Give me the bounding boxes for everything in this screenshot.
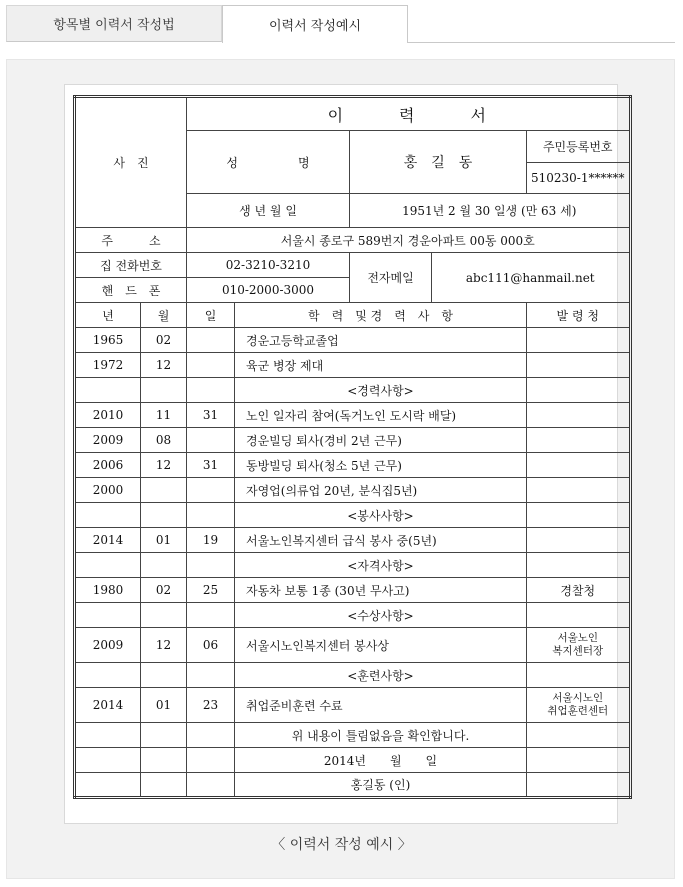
history-row	[75, 628, 631, 663]
history-month	[141, 378, 187, 403]
history-year	[75, 503, 141, 528]
history-month	[141, 748, 187, 773]
history-issuer	[527, 723, 631, 748]
name-label: 성 명	[187, 131, 350, 194]
history-day: 23	[187, 688, 235, 723]
col-month-header: 월	[141, 303, 187, 328]
history-text: 경운고등학교졸업	[235, 328, 527, 353]
history-row	[75, 428, 631, 453]
col-history-header: 학 력 및 경 력 사 항	[235, 303, 527, 328]
history-text: 위 내용이 틀림없음을 확인합니다.	[235, 723, 527, 748]
history-issuer: 경찰청	[527, 578, 631, 603]
mobile-value: 010-2000-3000	[187, 278, 350, 303]
history-month: 02	[141, 328, 187, 353]
history-issuer	[527, 328, 631, 353]
history-row	[75, 478, 631, 503]
history-year: 2014	[75, 688, 141, 723]
birth-label: 생 년 월 일	[187, 194, 350, 228]
col-year-header: 년	[75, 303, 141, 328]
history-text: 동방빌딩 퇴사(청소 5년 근무)	[235, 453, 527, 478]
history-day	[187, 428, 235, 453]
history-row	[75, 723, 631, 748]
history-day	[187, 723, 235, 748]
history-year: 2014	[75, 528, 141, 553]
home-phone-label: 집 전화번호	[75, 253, 187, 278]
col-day-header: 일	[187, 303, 235, 328]
history-year: 2006	[75, 453, 141, 478]
history-month	[141, 553, 187, 578]
history-month: 08	[141, 428, 187, 453]
history-issuer: 서울노인 복지센터장	[527, 628, 631, 663]
history-issuer	[527, 748, 631, 773]
history-text: 경운빌딩 퇴사(경비 2년 근무)	[235, 428, 527, 453]
history-month	[141, 663, 187, 688]
tab-writing-guide[interactable]: 항목별 이력서 작성법	[6, 5, 222, 42]
history-issuer	[527, 428, 631, 453]
history-issuer	[527, 403, 631, 428]
history-month	[141, 478, 187, 503]
history-row	[75, 553, 631, 578]
history-day	[187, 328, 235, 353]
history-text: 서울노인복지센터 급식 봉사 중(5년)	[235, 528, 527, 553]
history-issuer	[527, 503, 631, 528]
history-row	[75, 773, 631, 798]
history-day	[187, 748, 235, 773]
history-day: 19	[187, 528, 235, 553]
history-year: 2000	[75, 478, 141, 503]
resume-table	[73, 95, 632, 799]
history-year	[75, 553, 141, 578]
home-phone-value: 02-3210-3210	[187, 253, 350, 278]
history-row	[75, 688, 631, 723]
history-year: 1965	[75, 328, 141, 353]
history-row	[75, 663, 631, 688]
history-issuer: 서울시노인 취업훈련센터	[527, 688, 631, 723]
history-month: 11	[141, 403, 187, 428]
history-year: 2009	[75, 428, 141, 453]
history-row	[75, 353, 631, 378]
figure-caption: 〈 이력서 작성 예시 〉	[271, 837, 412, 853]
history-text: 육군 병장 제대	[235, 353, 527, 378]
history-day: 31	[187, 403, 235, 428]
history-year	[75, 663, 141, 688]
history-year: 1972	[75, 353, 141, 378]
history-text: 취업준비훈련 수료	[235, 688, 527, 723]
history-issuer	[527, 603, 631, 628]
history-text: <수상사항>	[235, 603, 527, 628]
history-month	[141, 603, 187, 628]
history-month: 01	[141, 528, 187, 553]
history-month	[141, 503, 187, 528]
history-year	[75, 773, 141, 798]
birth-value: 1951년 2 월 30 일생 (만 63 세)	[350, 194, 631, 228]
history-text: <봉사사항>	[235, 503, 527, 528]
mobile-label: 핸 드 폰	[75, 278, 187, 303]
history-text: <훈련사항>	[235, 663, 527, 688]
history-text: 자영업(의류업 20년, 분식집5년)	[235, 478, 527, 503]
history-text: 2014년 월 일	[235, 748, 527, 773]
rrn-value: 510230-1******	[527, 163, 631, 194]
history-day	[187, 773, 235, 798]
history-issuer	[527, 553, 631, 578]
col-issuer-header: 발 령 청	[527, 303, 631, 328]
history-year	[75, 603, 141, 628]
history-year: 2010	[75, 403, 141, 428]
history-year	[75, 723, 141, 748]
history-issuer	[527, 478, 631, 503]
history-month	[141, 773, 187, 798]
history-year: 2009	[75, 628, 141, 663]
history-row	[75, 748, 631, 773]
history-day: 31	[187, 453, 235, 478]
history-issuer	[527, 378, 631, 403]
address-value: 서울시 종로구 589번지 경운아파트 00동 000호	[187, 228, 631, 253]
history-row	[75, 503, 631, 528]
history-day	[187, 378, 235, 403]
resume-title: 이 력 서	[187, 97, 631, 131]
history-row	[75, 528, 631, 553]
history-month: 12	[141, 353, 187, 378]
history-row	[75, 603, 631, 628]
history-row	[75, 328, 631, 353]
history-day	[187, 353, 235, 378]
name-value: 홍 길 동	[350, 131, 527, 194]
history-text: 노인 일자리 참여(독거노인 도시락 배달)	[235, 403, 527, 428]
history-text: 자동차 보통 1종 (30년 무사고)	[235, 578, 527, 603]
history-day: 06	[187, 628, 235, 663]
history-row	[75, 403, 631, 428]
history-day	[187, 603, 235, 628]
history-month	[141, 723, 187, 748]
history-text: <경력사항>	[235, 378, 527, 403]
history-issuer	[527, 528, 631, 553]
history-row	[75, 453, 631, 478]
history-month: 12	[141, 628, 187, 663]
history-text: 서울시노인복지센터 봉사상	[235, 628, 527, 663]
history-year	[75, 378, 141, 403]
email-label: 전자메일	[350, 253, 432, 303]
history-text: <자격사항>	[235, 553, 527, 578]
history-year	[75, 748, 141, 773]
history-row	[75, 378, 631, 403]
history-issuer	[527, 773, 631, 798]
email-value: abc111@hanmail.net	[432, 253, 631, 303]
history-text: 홍길동 (인)	[235, 773, 527, 798]
photo-cell: 사 진	[75, 97, 187, 228]
history-issuer	[527, 453, 631, 478]
history-year: 1980	[75, 578, 141, 603]
history-day	[187, 478, 235, 503]
history-day: 25	[187, 578, 235, 603]
history-issuer	[527, 663, 631, 688]
history-month: 02	[141, 578, 187, 603]
history-issuer	[527, 353, 631, 378]
history-day	[187, 553, 235, 578]
history-day	[187, 503, 235, 528]
history-month: 12	[141, 453, 187, 478]
history-month: 01	[141, 688, 187, 723]
tab-bar	[6, 5, 675, 43]
history-row	[75, 578, 631, 603]
history-day	[187, 663, 235, 688]
rrn-label: 주민등록번호	[527, 131, 631, 163]
tab-resume-example[interactable]: 이력서 작성예시	[222, 5, 408, 43]
address-label: 주 소	[75, 228, 187, 253]
